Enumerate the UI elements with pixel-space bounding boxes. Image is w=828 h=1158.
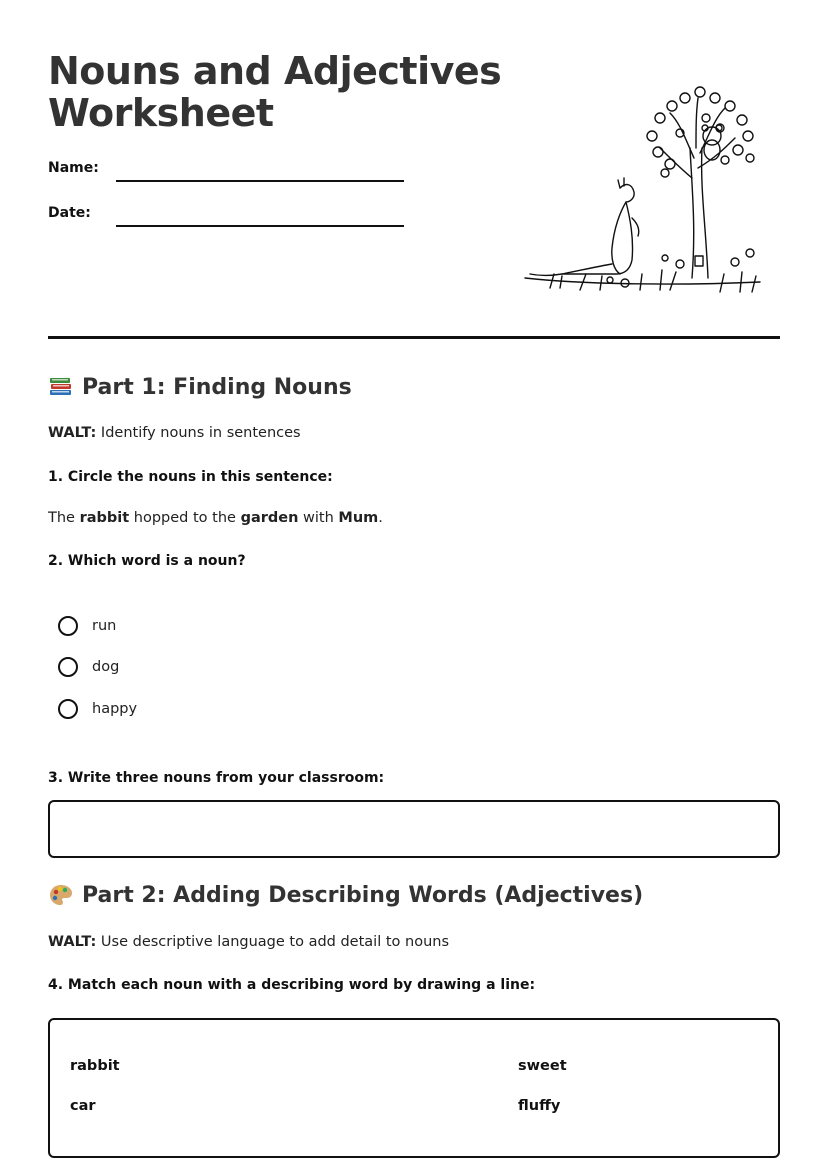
match-noun[interactable]: car: [70, 1098, 96, 1114]
page-title: Nouns and Adjectives Worksheet: [48, 49, 502, 135]
matching-box: [48, 1018, 780, 1158]
option-run[interactable]: [58, 616, 116, 636]
sentence-word[interactable]: rabbit: [79, 510, 130, 526]
noun-sentence: [48, 510, 383, 526]
sentence-word[interactable]: Mum: [338, 510, 379, 526]
kangaroo-tree-illustration: [520, 78, 770, 300]
walt-text: Use descriptive language to add detail to nouns: [100, 934, 449, 950]
option-label: run: [92, 618, 117, 634]
part2-heading-text: Part 2: Adding Describing Words (Adjectives): [82, 882, 644, 908]
option-label: dog: [92, 659, 120, 675]
section-divider: [48, 336, 780, 339]
question-3: 3. Write three nouns from your classroom:: [48, 770, 385, 786]
date-label: Date:: [48, 205, 91, 221]
option-dog[interactable]: [58, 657, 119, 677]
match-adjective[interactable]: fluffy: [518, 1098, 561, 1114]
radio-button[interactable]: [58, 657, 78, 677]
sentence-word: .: [378, 510, 383, 526]
question-4: 4. Match each noun with a describing word by drawing a line:: [48, 977, 536, 993]
walt-text: Identify nouns in sentences: [100, 425, 301, 441]
option-label: happy: [92, 701, 138, 717]
question-2: 2. Which word is a noun?: [48, 553, 246, 569]
radio-button[interactable]: [58, 699, 78, 719]
sentence-word[interactable]: garden: [240, 510, 299, 526]
sentence-word[interactable]: hopped to the: [129, 510, 241, 526]
name-label: Name:: [48, 160, 99, 176]
name-field[interactable]: [116, 180, 404, 182]
walt-label: WALT:: [48, 934, 97, 950]
radio-button[interactable]: [58, 616, 78, 636]
part1-walt: [48, 425, 301, 441]
sentence-word[interactable]: The: [48, 510, 80, 526]
walt-label: WALT:: [48, 425, 97, 441]
artist-palette-icon: [48, 882, 74, 908]
date-field[interactable]: [116, 225, 404, 227]
match-adjective[interactable]: sweet: [518, 1058, 567, 1074]
part1-heading: [48, 374, 352, 400]
question-1: 1. Circle the nouns in this sentence:: [48, 469, 333, 485]
part2-walt: [48, 934, 449, 950]
classroom-nouns-answer-box[interactable]: [48, 800, 780, 858]
books-icon: [48, 374, 74, 400]
option-happy[interactable]: [58, 699, 137, 719]
match-noun[interactable]: rabbit: [70, 1058, 120, 1074]
part1-heading-text: Part 1: Finding Nouns: [82, 374, 352, 400]
part2-heading: [48, 882, 643, 908]
sentence-word[interactable]: with: [298, 510, 339, 526]
